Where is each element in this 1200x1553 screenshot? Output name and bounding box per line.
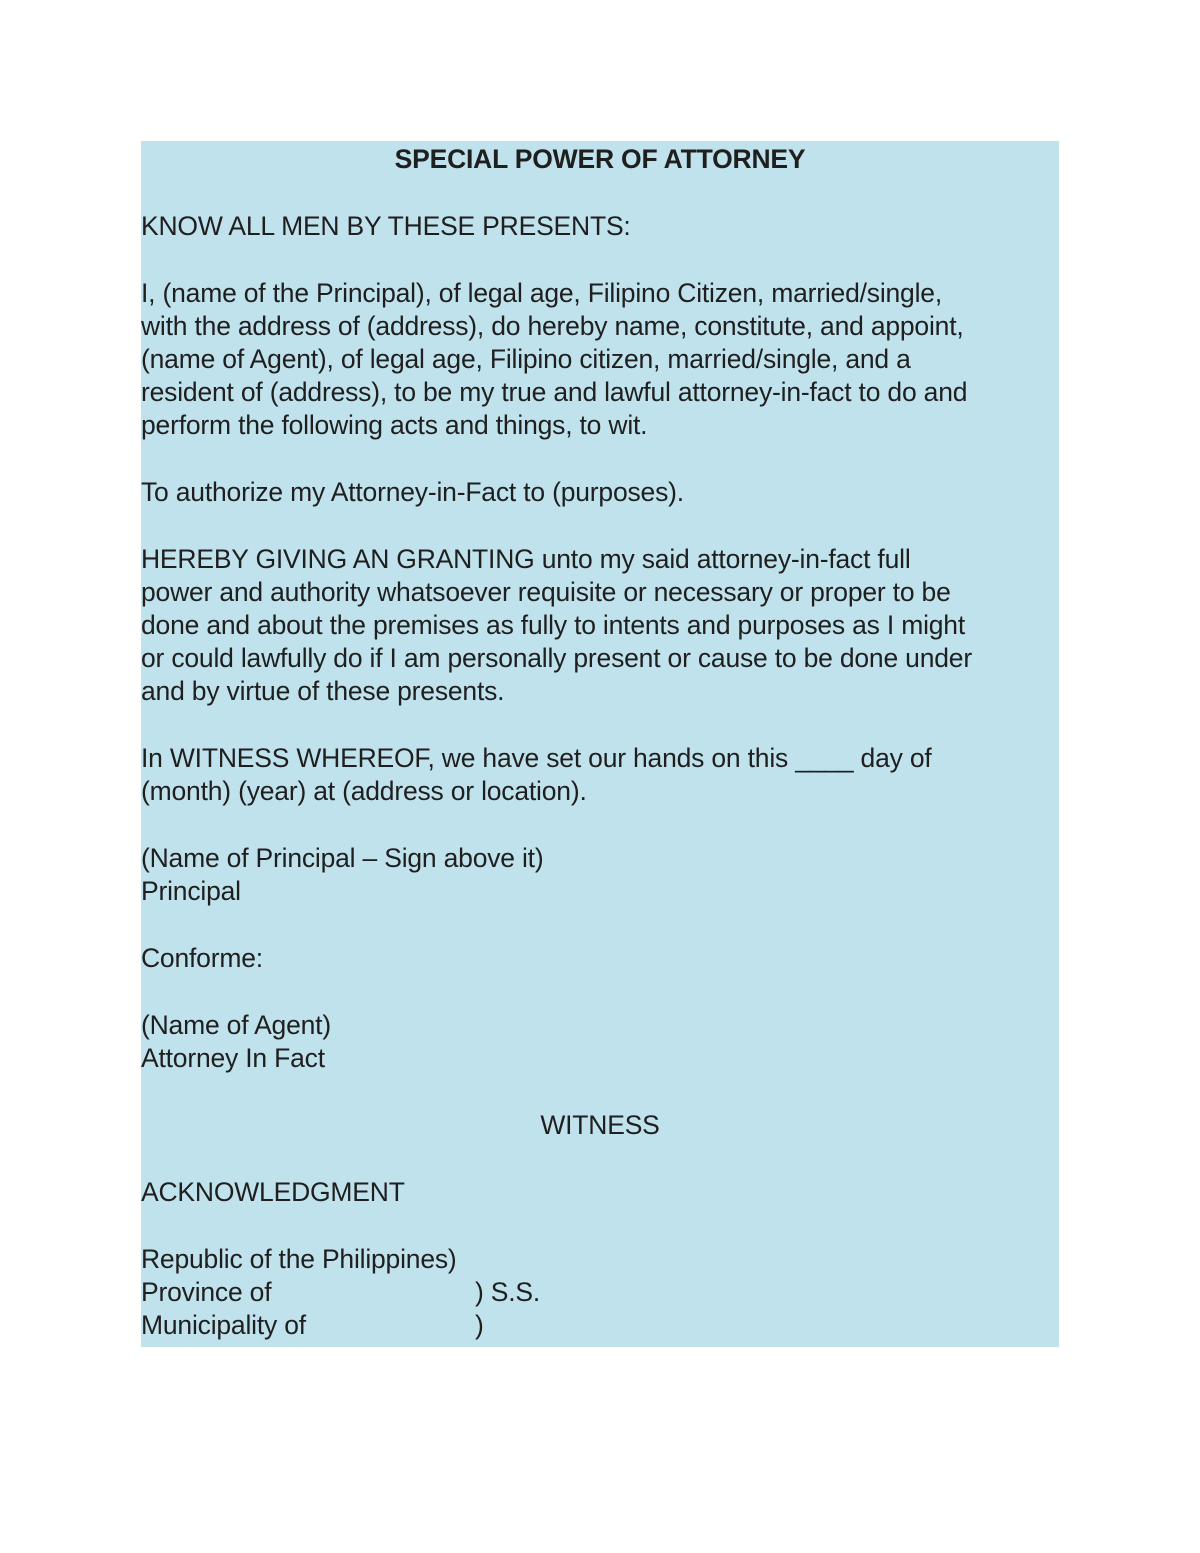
witness-heading: WITNESS <box>540 1110 660 1140</box>
paragraph-line: or could lawfully do if I am personally present or cause to be done under <box>141 643 972 673</box>
paragraph-line: I, (name of the Principal), of legal age, Filipino Citizen, married/single, <box>141 278 942 308</box>
venue-municipality-row <box>141 1309 1059 1342</box>
paragraph-line: In WITNESS WHEREOF, we have set our hands on this ____ day of <box>141 743 932 773</box>
agent-signature-block <box>141 1009 1059 1075</box>
venue-province-row <box>141 1276 1059 1309</box>
paragraph-granting <box>141 543 1059 708</box>
paragraph-line: done and about the premises as fully to intents and purposes as I might <box>141 610 966 640</box>
paragraph-line: with the address of (address), do hereby name, constitute, and appoint, <box>141 311 964 341</box>
document-block <box>141 141 1059 1347</box>
paragraph-line: and by virtue of these presents. <box>141 676 505 706</box>
venue-republic: Republic of the Philippines) <box>141 1244 457 1274</box>
principal-role: Principal <box>141 876 241 906</box>
paragraph-line: power and authority whatsoever requisite or necessary or proper to be <box>141 577 951 607</box>
paragraph-purpose: To authorize my Attorney-in-Fact to (purposes). <box>141 477 684 507</box>
salutation: KNOW ALL MEN BY THESE PRESENTS: <box>141 211 631 241</box>
document-title: SPECIAL POWER OF ATTORNEY <box>394 144 806 174</box>
agent-name: (Name of Agent) <box>141 1010 331 1040</box>
conforme-label: Conforme: <box>141 943 263 973</box>
paragraph-appointment <box>141 277 1059 442</box>
witness-clause <box>141 742 1059 808</box>
venue-municipality-label: Municipality of <box>141 1310 306 1340</box>
paragraph-line: resident of (address), to be my true and lawful attorney-in-fact to do and <box>141 377 968 407</box>
paragraph-line: (month) (year) at (address or location). <box>141 776 587 806</box>
paragraph-line: (name of Agent), of legal age, Filipino citizen, married/single, and a <box>141 344 911 374</box>
document-content <box>141 143 1059 1342</box>
principal-name: (Name of Principal – Sign above it) <box>141 843 544 873</box>
paragraph-line: perform the following acts and things, to wit. <box>141 410 648 440</box>
venue-block <box>141 1243 1059 1342</box>
acknowledgment-heading: ACKNOWLEDGMENT <box>141 1177 405 1207</box>
principal-signature-block <box>141 842 1059 908</box>
venue-province-label: Province of <box>141 1277 272 1307</box>
agent-role: Attorney In Fact <box>141 1043 325 1073</box>
paragraph-line: HEREBY GIVING AN GRANTING unto my said attorney-in-fact full <box>141 544 911 574</box>
venue-province-suffix: ) S.S. <box>475 1277 541 1307</box>
venue-municipality-suffix: ) <box>475 1310 484 1340</box>
